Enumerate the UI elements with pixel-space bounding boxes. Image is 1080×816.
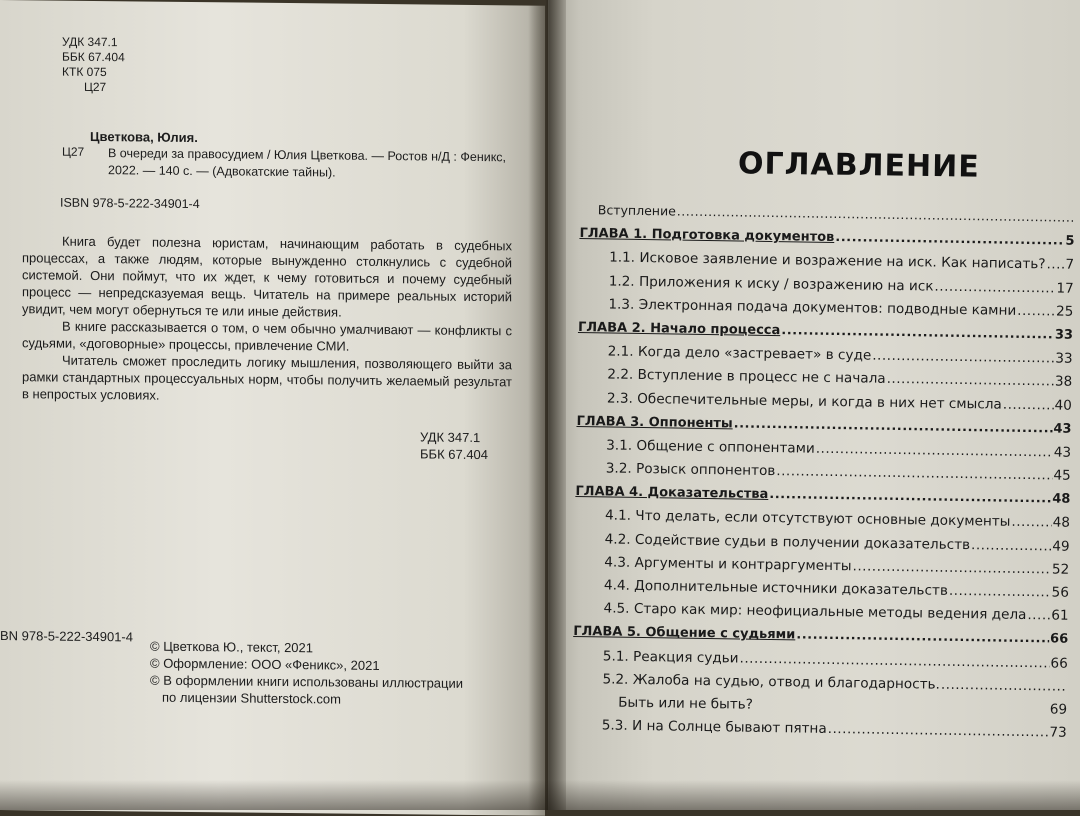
ktk-code: КТК 075: [62, 64, 107, 80]
toc-page-number: 48: [1052, 514, 1071, 532]
toc-page-number: 43: [1053, 444, 1072, 461]
toc-leader-dots: [828, 721, 1049, 740]
toc-leader-dots: [769, 487, 1051, 506]
toc-page-number: 56: [1051, 584, 1070, 601]
toc-leader-dots: [734, 416, 1053, 436]
toc-page-number: 61: [1051, 607, 1069, 624]
toc-leader-dots: [1046, 257, 1064, 273]
toc-entry-title: ГЛАВА 4. Доказательства: [575, 484, 769, 503]
toc-entry-title: 1.3. Электронная подача документов: подводные камни: [608, 296, 1017, 319]
copyright-line: © Оформление: ООО «Феникс», 2021: [150, 655, 380, 673]
toc-entry-title: 1.1. Исковое заявление и возражение на иск. Как написать?: [609, 249, 1046, 273]
toc-page-number: 69: [1049, 701, 1068, 718]
toc-entry-title: 3.1. Общение с оппонентами: [606, 437, 815, 457]
toc-leader-dots: [941, 676, 1067, 694]
toc-entry-title: 4.4. Дополнительные источники доказательств: [603, 577, 949, 599]
toc-page-number: 66: [1050, 655, 1068, 672]
toc-entry-title: 4.3. Аргументы и контраргументы: [604, 554, 852, 575]
toc-leader-dots: [934, 278, 1055, 296]
toc-entry-title: ГЛАВА 1. Подготовка документов: [579, 226, 835, 246]
toc-entry-title: 2.3. Обеспечительные меры, и когда в них нет смысла: [606, 389, 1002, 413]
toc-page-number: 33: [1054, 327, 1074, 343]
classification-codes: [62, 35, 125, 96]
toc-entry-title: 1.2. Приложения к иску / возражению на иск: [608, 273, 934, 295]
toc-leader-dots: [1003, 396, 1054, 413]
toc-page-number: 66: [1049, 631, 1069, 648]
bbk-code: ББК 67.404: [62, 49, 125, 65]
toc-leader-dots: [754, 709, 1049, 714]
toc-entry-title: 4.1. Что делать, если отсутствуют основные документы: [604, 507, 1011, 531]
toc-entry-title: 2.1. Когда дело «застревает» в суде: [607, 343, 872, 364]
author-mark: Ц27: [84, 79, 107, 95]
copyright-block: [150, 638, 463, 709]
toc-page-number: 7: [1065, 257, 1075, 274]
udk-code-footer: УДК 347.1: [420, 429, 481, 446]
toc-leader-dots: [835, 230, 1064, 249]
toc-page-number: 38: [1054, 373, 1073, 391]
toc-page-number: 73: [1049, 724, 1067, 741]
toc-entry-title: ГЛАВА 3. Оппоненты: [576, 413, 733, 432]
copyright-line: © В оформлении книги использованы иллюстрации: [150, 672, 464, 691]
annotation-paragraph: В книге рассказывается о том, о чем обычно умалчивают — конфликты с судьями, «договорные» процессы, привлечение СМИ.: [22, 318, 512, 354]
toc-page-number: 49: [1052, 538, 1070, 555]
toc-entry-title: 2.2. Вступление в процесс не с начала: [607, 366, 886, 388]
toc-leader-dots: [852, 558, 1051, 577]
toc-entry-title: 3.2. Розыск оппонентов: [605, 460, 776, 480]
toc-leader-dots: [1027, 607, 1050, 623]
toc-entry-title: ГЛАВА 2. Начало процесса: [577, 319, 781, 339]
toc-leader-dots: [971, 537, 1052, 554]
bbk-code-footer: ББК 67.404: [420, 446, 489, 463]
toc-page-number: 40: [1054, 396, 1072, 414]
toc-entry-title: Вступление: [597, 202, 676, 219]
toc-entry-title: Быть или не быть?: [618, 694, 754, 713]
table-of-contents: [572, 202, 1075, 748]
toc-page-number: 45: [1053, 467, 1071, 484]
udk-code: УДК 347.1: [62, 34, 118, 50]
toc-leader-dots: [887, 371, 1055, 390]
toc-entry-title: 4.2. Содействие судьи в получении доказательств: [604, 531, 971, 553]
annotation: [22, 232, 512, 407]
bottom-shadow: [0, 780, 1080, 810]
isbn-bottom: BN 978-5-222-34901-4: [0, 628, 133, 645]
toc-leader-dots: [776, 463, 1052, 483]
classification-footer: [420, 428, 488, 463]
toc-leader-dots: [949, 583, 1051, 601]
book-gutter: [528, 0, 566, 810]
copyright-line: © Цветкова Ю., текст, 2021: [150, 638, 313, 656]
toc-leader-dots: [796, 628, 1049, 647]
annotation-paragraph: Книга будет полезна юристам, начинающим работать в судебных процессах, а также людям, которые вынужденно столкнулись с судебной системой. Они поймут, что их ждет, к чему готовиться и почему судебный процесс — непредсказуемая вещь. Читатель на примере реальных историй увидит, чем могут обернуться те или иные действия.: [22, 233, 512, 320]
toc-page-number: 17: [1056, 280, 1074, 297]
annotation-paragraph: Читатель сможет проследить логику мышления, позволяющего выйти за рамки стандартных процессуальных норм, чтобы получить желаемый результат в непростых условиях.: [22, 352, 512, 403]
toc-page-number: 48: [1052, 491, 1071, 507]
toc-leader-dots: [816, 441, 1053, 461]
bibliographic-record: [108, 145, 518, 183]
toc-page-number: 33: [1055, 350, 1073, 367]
toc-page-number: 25: [1055, 303, 1074, 320]
author-name: Цветкова, Юлия.: [90, 128, 198, 146]
toc-leader-dots: [781, 323, 1054, 342]
toc-entry-title: ГЛАВА 5. Общение с судьями: [573, 624, 796, 643]
toc-entry-title: 5.2. Жалоба на судью, отвод и благодарность.: [602, 671, 941, 693]
isbn: ISBN 978-5-222-34901-4: [60, 195, 200, 212]
toc-page-number: 5: [1065, 233, 1075, 249]
toc-leader-dots: [872, 348, 1054, 367]
toc-page-number: 43: [1053, 421, 1072, 437]
bib-line-1: В очереди за правосудием / Юлия Цветкова. — Ростов н/Д : Феникс,: [108, 146, 507, 165]
toc-entry-title: 5.3. И на Солнце бывают пятна: [601, 717, 827, 738]
toc-page-number: 52: [1051, 561, 1070, 578]
copyright-line: по лицензии Shutterstock.com: [162, 689, 341, 707]
toc-title: ОГЛАВЛЕНИЕ: [737, 146, 980, 185]
toc-leader-dots: [1017, 303, 1055, 320]
toc-leader-dots: [1011, 514, 1052, 531]
toc-entry-title: 4.5. Старо как мир: неофициальные методы ведения дела: [603, 600, 1027, 624]
toc-entry-title: 5.1. Реакция судьи: [602, 647, 739, 667]
author-mark-short: Ц27: [62, 144, 85, 159]
bib-line-2: 2022. — 140 с. — (Адвокатские тайны).: [108, 163, 336, 180]
